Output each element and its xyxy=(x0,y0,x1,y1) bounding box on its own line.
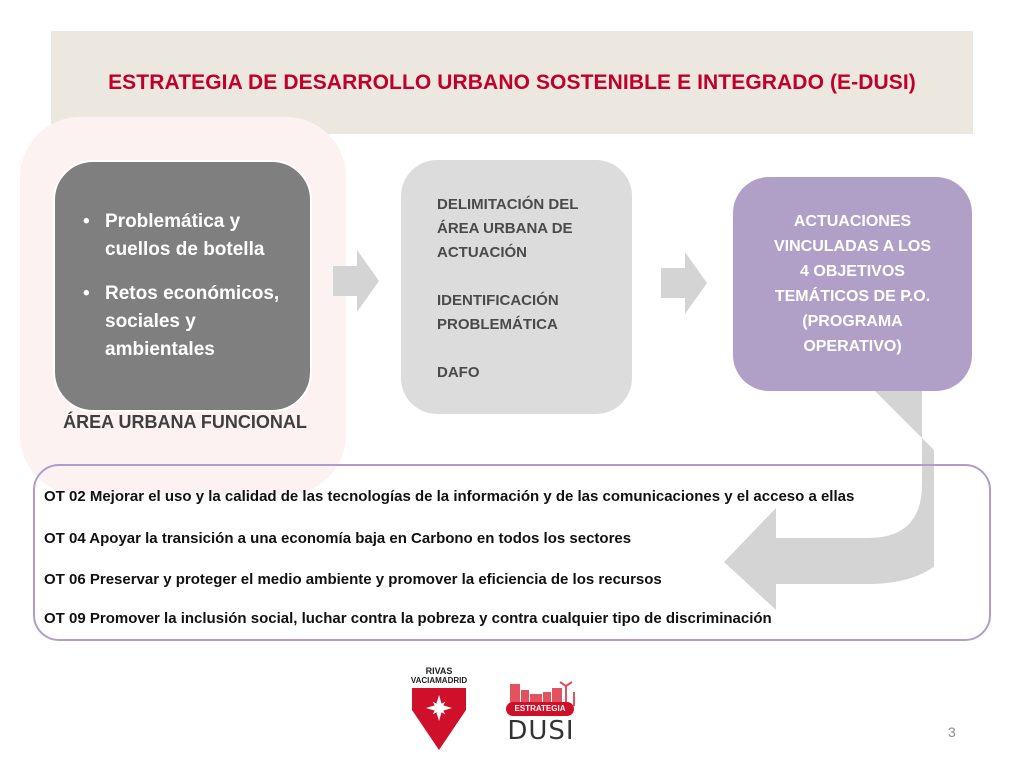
objective-item: OT 02 Mejorar el uso y la calidad de las tecnologías de la información y de las comunicaciones y el acceso a ellas xyxy=(44,488,855,505)
actions-line: 4 OBJETIVOS xyxy=(800,263,905,280)
page-number: 3 xyxy=(948,724,956,740)
problems-box xyxy=(53,160,312,412)
identification-line: IDENTIFICACIÓN xyxy=(437,292,559,309)
actions-line: (PROGRAMA xyxy=(802,313,903,330)
problems-list-item xyxy=(81,208,301,264)
problems-item-text: Retos económicos, sociales y ambientales xyxy=(105,283,280,360)
actions-line: OPERATIVO) xyxy=(803,338,902,355)
page-title: ESTRATEGIA DE DESARROLLO URBANO SOSTENIBLE E INTEGRADO (E-DUSI) xyxy=(108,70,916,94)
delimitation-text xyxy=(437,193,617,385)
problems-list-item xyxy=(81,280,301,364)
delimitation-line: ÁREA URBANA DE xyxy=(437,220,573,237)
actions-text xyxy=(753,209,953,359)
dafo-line: DAFO xyxy=(437,364,480,381)
rivas-logo-text: VACIAMADRID xyxy=(410,676,468,685)
objective-item: OT 09 Promover la inclusión social, luchar contra la pobreza y contra cualquier tipo de discriminación xyxy=(44,610,772,627)
actions-line: TEMÁTICOS DE P.O. xyxy=(774,288,931,305)
delimitation-box xyxy=(401,160,632,414)
right-arrow-icon xyxy=(333,250,379,312)
dusi-wordmark: DUSI xyxy=(507,716,575,746)
bullet-icon: • xyxy=(83,211,90,232)
rivas-shield-icon xyxy=(400,686,478,750)
functional-area-caption: ÁREA URBANA FUNCIONAL xyxy=(63,412,307,432)
problems-list xyxy=(81,208,301,380)
bullet-icon: • xyxy=(83,283,90,304)
dusi-badge: ESTRATEGIA xyxy=(506,702,574,716)
problems-item-text: Problemática y cuellos de botella xyxy=(105,211,265,260)
actions-line: VINCULADAS A LOS xyxy=(773,238,932,255)
objective-item: OT 06 Preservar y proteger el medio ambiente y promover la eficiencia de los recursos xyxy=(44,571,662,588)
objective-item: OT 04 Apoyar la transición a una economía baja en Carbono en todos los sectores xyxy=(44,530,632,547)
identification-line: PROBLEMÁTICA xyxy=(437,316,558,333)
delimitation-line: ACTUACIÓN xyxy=(437,244,527,261)
dusi-logo xyxy=(500,678,580,748)
right-arrow-icon xyxy=(661,252,707,314)
actions-box xyxy=(733,177,972,391)
delimitation-line: DELIMITACIÓN DEL xyxy=(437,196,579,213)
rivas-logo-text: RIVAS xyxy=(425,666,453,676)
rivas-logo xyxy=(400,666,478,750)
actions-line: ACTUACIONES xyxy=(793,213,912,230)
